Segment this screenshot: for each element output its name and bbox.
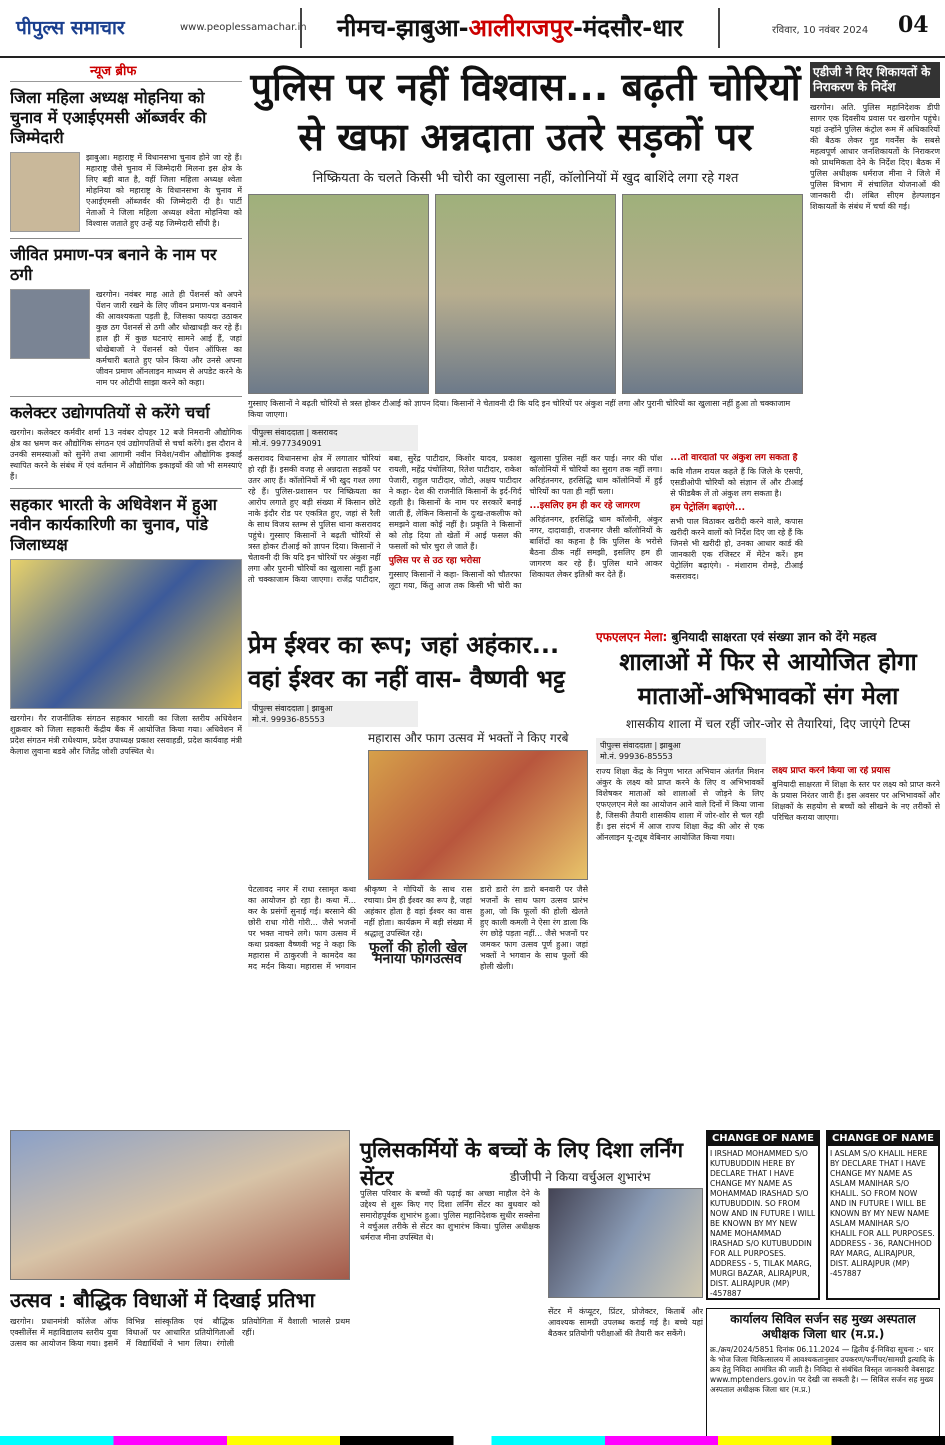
name-change-ad: CHANGE OF NAME I IRSHAD MOHAMMED S/O KUTUBUDDIN HERE BY DECLARE THAT I HAVE CHANGE MY NAME AS MOHAMMAD IRASHAD S/O KUTUBUDDIN. SO FROM NOW AND IN FUTURE I WILL BE KNOWN BY MY NEW NAME MOHAMMAD IRASHAD S/O KUTUBUDDIN FOR ALL PURPOSES. ADDRESS - 5, TILAK MARG, MURGI BAZAR, ALIRAJPUR, DIST. ALIRAJPUR (MP) -457887 [706,1130,820,1300]
story-headline: कलेक्टर उद्योगपतियों से करेंगे चर्चा [10,403,210,422]
protest-photo [435,194,616,394]
right-column [810,62,940,622]
bottom-section [10,1130,703,1440]
subheading: लक्ष्य प्राप्त करने किया जा रहे प्रयास [772,766,891,776]
name-change-ad: CHANGE OF NAME I ASLAM S/O KHALIL HERE BY DECLARE THAT I HAVE CHANGE MY NAME AS ASLAM MANIHAR S/O KHALIL. SO FROM NOW AND IN FUTURE I WILL BE KNOWN BY MY NEW NAME ASLAM MANIHAR S/O KHALIL FOR ALL PURPOSES. ADDRESS - 36, RANCHHOD RAY MARG, ALIRAJPUR, DIST. ALIRAJPUR (MP) -457887 [826,1130,940,1300]
protest-photo [248,194,429,394]
learning-center-photo [548,1188,703,1298]
story-headline: सहकार भारती के अधिवेशन में हुआ नवीन कार्यकारिणी का चुनाव, पांडे जिलाध्यक्ष [10,495,217,554]
story-headline: जिला महिला अध्यक्ष मोहनिया को चुनाव में एआईएमसी ऑब्जर्वर की जिम्मेदारी [10,88,207,147]
divider [10,238,242,239]
portrait-photo [10,152,80,232]
story-body: पुलिस परिवार के बच्चों की पढ़ाई का अच्छा माहौल देने के उद्देश्य से शुरू किए गए दिशा लर्निंग सेंटर का बुधवार को समारोहपूर्वक शुभारंभ हुआ। पुलिस महानिदेशक सुधीर सक्सेना ने वर्चुअल तरीके से सेंटर का शुभारंभ किया। पुलिस अधीक्षक धर्मराज मीना उपस्थित थे। [360,1189,540,1242]
left-column [10,62,242,1127]
classifieds [706,1130,940,1440]
story-subheadline: शासकीय शाला में चल रहीं जोर-जोर से तैयारियां, दिए जाएंगे टिप्स [625,717,911,731]
news-brief-label: न्यूज ब्रीफ [10,62,242,82]
print-color-bar [0,1436,945,1445]
story-kicker: एफएलएन मेला: बुनियादी साक्षरता एवं संख्या ज्ञान को देंगे महत्व [596,630,877,644]
story-body: खरगोन। प्रधानमंत्री कॉलेज ऑफ एक्सीलेंस में महाविद्यालय स्तरीय युवा उत्सव का आयोजन किया गया। इसमें विभिन्न सांस्कृतिक एवं बौद्धिक विधाओं पर आधारित प्रतियोगिताओं में विद्यार्थियों ने भाग लिया। रंगोली प्रतियोगिता में वैशाली भालसे प्रथम रहीं। [10,1317,350,1348]
byline: पीपुल्स संवाददाता | झाबुआ मो.नं. 99936-85553 [596,738,766,764]
story-subheadline: डीजीपी ने किया वर्चुअल शुभारंभ [510,1170,651,1184]
fln-story [596,628,940,1156]
story-body: सेंटर में कंप्यूटर, प्रिंटर, प्रोजेक्टर, किताबें और आवश्यक सामग्री उपलब्ध कराई गई है। बच्चे यहां बैठकर प्रतियोगी परीक्षाओं की तैयारी कर सकेंगे। [548,1307,703,1338]
divider [10,396,242,397]
byline: पीपुल्स संवाददाता | कसरावद मो.नं. 9977349091 [248,425,418,451]
page-number: 04 [898,12,929,38]
edition-title: नीमच-झाबुआ-आलीराजपुर-मंदसौर-धार [300,8,720,48]
story-text: खरगोन। अति. पुलिस महानिदेशक डीपी सागर एक दिवसीय प्रवास पर खरगोन पहुंचे। यहां उन्होंने पुलिस कंट्रोल रूम में अधिकारियों की बैठक लेकर गुड गवर्नेंस के सबसे महत्वपूर्ण आधार जनशिकायतों के निराकरण को प्राथमिकता देने के निर्देश दिए। बैठक में पुलिस अधीक्षक धर्मराज मीना ने जिले में पुलिस विभाग में संचालित योजनाओं की जानकारी दी। लंबित सीएम हेल्पलाइन शिकायतों के संबंध में चर्चा की गई। [810,103,940,211]
story-text: झाबुआ। महाराष्ट्र में विधानसभा चुनाव होने जा रहे हैं। महाराष्ट्र जैसे चुनाव में जिम्मेदारी मिलना इस क्षेत्र के लिए बड़ी बात है, वहीं जिला महिला अध्यक्ष श्वेता मोहनिया को महाराष्ट्र के विधानसभा के चुनाव में एआईएमसी ऑब्जर्वर की जिम्मेदारी दी है। पार्टी नेताओं ने जिला महिला अध्यक्ष श्वेता मोहनिया को विश्वास जताते हुए उन्हें यह जिम्मेदारी सौंपी है। [86,153,242,228]
divider [10,488,242,489]
issue-date: रविवार, 10 नवंबर 2024 [772,25,869,36]
story-headline: उत्सव : बौद्धिक विधाओं में दिखाई प्रतिभा [10,1288,315,1312]
lead-body: कसरावद विधानसभा क्षेत्र में लगातार चोरियां हो रही हैं। इसकी वजह से अन्नदाता सड़कों पर उतर आए हैं। कॉलोनियों में भी खुद गश्त लगा रहे हैं। पुलिस-प्रशासन पर निष्क्रियता का आरोप लगाते हुए बड़ी संख्या में किसान छोटे नाके इंदौर रोड पर एकत्रित हुए, जहां से रैली के साथ विजय स्तम्भ से पुलिस थाना कसरावद पहुंचे। गुस्साए किसानों ने बढ़ती चोरियों से त्रस्त होकर टीआई को ज्ञापन दिया। किसानों ने चेतावनी दी कि यदि इन चोरियों पर अंकुश नहीं लगा और पुरानी चोरियों का खुलासा नहीं हुआ तो चक्काजाम किया जाएगा। राजेंद्र पाटीदार, बबा, सुरेंद्र पाटीदार, किशोर यादव, प्रकाश रायली, महेंद्र पंचोलिया, रितेश पाटीदार, राकेश पेजारी, राहुल पाटीदार, जोटो, अक्षय पाटीदार ने कहा- देश की राजनीति किसानों के इर्द-गिर्द रहती है। किसानों के नाम पर सरकारें बनाई जाती हैं, लेकिन किसानों के दुःख-तकलीफ को समझने वाला कोई नहीं है। प्रकृति ने किसानों को तोड़ दिया तो खेतों में आई फसल की फसलों को चोर चुरा ले जाते हैं। पुलिस पर से उठ रहा भरोसा गुस्साए किसानों ने कहा- किसानों को चौतरफा लूटा गया, किंतु आज तक किसी भी चोरी का खुलासा पुलिस नहीं कर पाई। नगर की पॉश कॉलोनियों में चोरियों का सुराग तक नहीं लगा। अरिहंतनगर, हरसिद्धि धाम कॉलोनियों में हुई चोरियों का पता ही नहीं चला। ...इसलिए हम ही कर रहे जागरण अरिहंतनगर, हरसिद्धि धाम कॉलोनी, अंकुर नगर, दादावाड़ी, राजनगर जैसी कॉलोनियों के बाशिंदों का कहना है कि पुलिस के भरोसे बैठना ठीक नहीं समझी, इसलिए हम ही जागरण कर रहे हैं। पुलिस थाने आकर शिकायत लेकर इतिश्री कर देते हैं। ...तो वारदातों पर अंकुश लग सकता है कवि गौतम रायल कहते हैं कि जिले के एसपी, एसडीओपी चोरियों को संज्ञान लें और टीआई से फीडबैक लें तो अंकुश लग सकता है। हम पेट्रोलिंग बढ़ाएंगे... सभी पाल विठाकर खरीदी करने वाले, कपास खरीदी करने वालों को निर्देश दिए जा रहे हैं कि जिनसे भी खरीदी हो, उनका आधार कार्ड की जानकारी एक रजिस्टर में मेंटेन करें। हम पेट्रोलिंग बढ़ाएंगे। - मंशाराम रोमड़े, टीआई कसरावद। [248,453,803,590]
story-headline: शालाओं में फिर से आयोजित होगा माताओं-अभिभावकों संग मेला [619,648,917,710]
story-body: पेटलावद नगर में राधा रसामृत कथा का आयोजन हो रहा है। कथा में... कर के प्रसंगों सुनाई गई। बरसाने की छोरी राधा गोरी गोरी... जैसे भजनों पर भक्त नाचने लगे। फाग उत्सव में कथा प्रवक्ता वैष्णवी भट्ट ने कहा कि महारास में ठाकुरजी ने कामदेव का मद मर्दन किया। महारास में भगवान श्रीकृष्ण ने गोपियों के साथ रास रचाया। प्रेम ही ईश्वर का रूप है, जहां अहंकार होता है वहां ईश्वर का वास नहीं होता। कार्यक्रम में बड़ी संख्या में श्रद्धालु उपस्थित रहे। फूलों की होली खेल मनाया फागउत्सव डारो डारो रंग डारो बनवारी पर जैसे भजनों के साथ फाग उत्सव प्रारंभ हुआ, जो कि फूलों की होली खेलते हुए काली कमली ने ऐसा रंग डाला कि रंग छोड़े पड़ता नहीं... जैसे भजनों पर जमकर फाग उत्सव पूर्ण हुआ। जहां भक्तों ने भगवान के साथ फूलों की होली खेली। [248,885,588,971]
story-headline: प्रेम ईश्वर का रूप; जहां अहंकार... वहां ईश्वर का नहीं वास- वैष्णवी भट्ट [248,631,565,693]
story-headline: एडीजी ने दिए शिकायतों के निराकरण के निर्देश [810,62,940,98]
lead-photos [248,194,803,394]
subheading: हम पेट्रोलिंग बढ़ाएंगे... [670,503,745,513]
garba-photo [368,750,588,880]
website-url: www.peoplessamachar.in [180,22,307,33]
lead-subheadline: निष्क्रियता के चलते किसी भी चोरी का खुलासा नहीं, कॉलोनियों में खुद बाशिंदे लगा रहे गश्त [312,171,739,186]
subheading: पुलिस पर से उठ रहा भरोसा [388,556,481,566]
protest-photo [622,194,803,394]
youth-festival-photo [10,1130,350,1280]
masthead [0,0,945,58]
story-body: राज्य शिक्षा केंद्र के निपुण भारत अभियान अंतर्गत मिशन अंकुर के लक्ष्य को प्राप्त करने के लिए व अभिभावकों विशेषकर माताओं को शालाओं से जोड़ने के लिए एफएलएन मेले का आयोजन आने वाले दिनों में किया जाना है, जिसकी तैयारी शासकीय शाला में जोर-शोर से चल रही हैं। इस संदर्भ में आज राज्य शिक्षा केंद्र की ओर से एक ऑनलाइन यू-ट्यूब वेबिनार आयोजित किया गया। लक्ष्य प्राप्त करने किया जा रहे प्रयास बुनियादी साक्षरता में शिक्षा के स्तर पर लक्ष्य को प्राप्त करने के प्रयास निरंतर जारी हैं। इस अवसर पर अभिभावकों और शिक्षकों के सहयोग से बच्चों को सीखने के नए तरीकों से परिचित कराया जाएगा। [596,766,940,842]
byline: पीपुल्स संवाददाता | झाबुआ मो.नं. 99936-85553 [248,701,418,727]
lead-headline: पुलिस पर नहीं विश्वास... बढ़ती चोरियों से खफा अन्नदाता उतरे सड़कों पर [250,65,801,159]
story-headline: पुलिसकर्मियों के बच्चों के लिए दिशा लर्निंग सेंटर [360,1138,684,1190]
subheading: ...इसलिए हम ही कर रहे जागरण [529,501,640,511]
subheading: फूलों की होली खेल मनाया फागउत्सव [368,940,468,967]
story-text: खरगोन। नवंबर माह आते ही पेंशनर्स को अपने पेंशन जारी रखने के लिए जीवन प्रमाण-पत्र बनवाने की आवश्यकता पड़ती है, जिसका फायदा उठाकर कुछ ठग पेंशनर्स से ठगी और धोखाधड़ी कर रहे हैं। हाल ही में कुछ घटनाएं सामने आई हैं, जहां धोखेबाजों ने पेंशनर्स को पेंशन ऑफिस का कर्मचारी बताते हुए फोन किया और उनसे अपना जीवन प्रमाण ऑनलाइन माध्यम से अपडेट करने के नाम पर ओटीपी साझा करने को कहा। [96,290,242,387]
newspaper-logo: पीपुल्स समाचार [16,17,125,39]
story-headline: जीवित प्रमाण-पत्र बनाने के नाम पर ठगी [10,245,217,284]
story-text: खरगोन। कलेक्टर कर्मवीर शर्मा 13 नवंबर दोपहर 12 बजे निमरानी औद्योगिक क्षेत्र का भ्रमण कर औद्योगिक संगठन एवं उद्योगपतियों से चर्चा करेंगे। इस दौरान वे उनकी समस्याओं को सुनेंगे तथा आगामी नवीन निवेश/नवीन औद्योगिक इकाई स्थापित करने के संबंध में एवं वर्तमान में औद्योगिक इकाइयों की जो भी समस्याएं हैं। [10,428,242,481]
story-subheadline: महारास और फाग उत्सव में भक्तों ने किए गरबे [368,731,569,745]
photo-caption: गुस्साए किसानों ने बढ़ती चोरियों से त्रस्त होकर टीआई को ज्ञापन दिया। किसानों ने चेतावनी दी कि यदि इन चोरियों पर अंकुश नहीं लगा और पुरानी चोरियों का खुलासा नहीं हुआ तो चक्काजाम किया जाएगा। [248,399,791,419]
lead-story [248,62,803,658]
katha-story [248,628,588,1194]
tender-notice: कार्यालय सिविल सर्जन सह मुख्य अस्पताल अधीक्षक जिला धार (म.प्र.) क्र./क्रय/2024/5851 दिनांक 06.11.2024 — द्वितीय ई-निविदा सूचना :- धार के भोज जिला चिकित्सालय में आवश्यकतानुसार उपकरण/फर्नीचर/सामग्री इत्यादि के क्रय हेतु निविदा आमंत्रित की जाती है। निविदा से संबंधित विस्तृत जानकारी वेबसाइट www.mptenders.gov.in पर देखी जा सकती है। — सिविल सर्जन सह मुख्य अस्पताल अधीक्षक जिला धार (म.प्र.) [706,1308,940,1440]
story-text: खरगोन। गैर राजनीतिक संगठन सहकार भारती का जिला स्तरीय अधिवेशन शुक्रवार को जिला सहकारी केंद्रीय बैंक में आयोजित किया गया। अधिवेशन में प्रदेश संगठन मंत्री राधेश्याम, प्रदेश उपाध्यक्ष प्रकाश रसवाहडी, प्रदेश कार्यवाह मंत्री केलाश लुवाना बडवे और जितेंद्र जोशी उपस्थित थे। [10,714,242,756]
subheading: ...तो वारदातों पर अंकुश लग सकता है [670,453,798,463]
meeting-photo [10,559,242,709]
fraud-illustration [10,289,90,359]
